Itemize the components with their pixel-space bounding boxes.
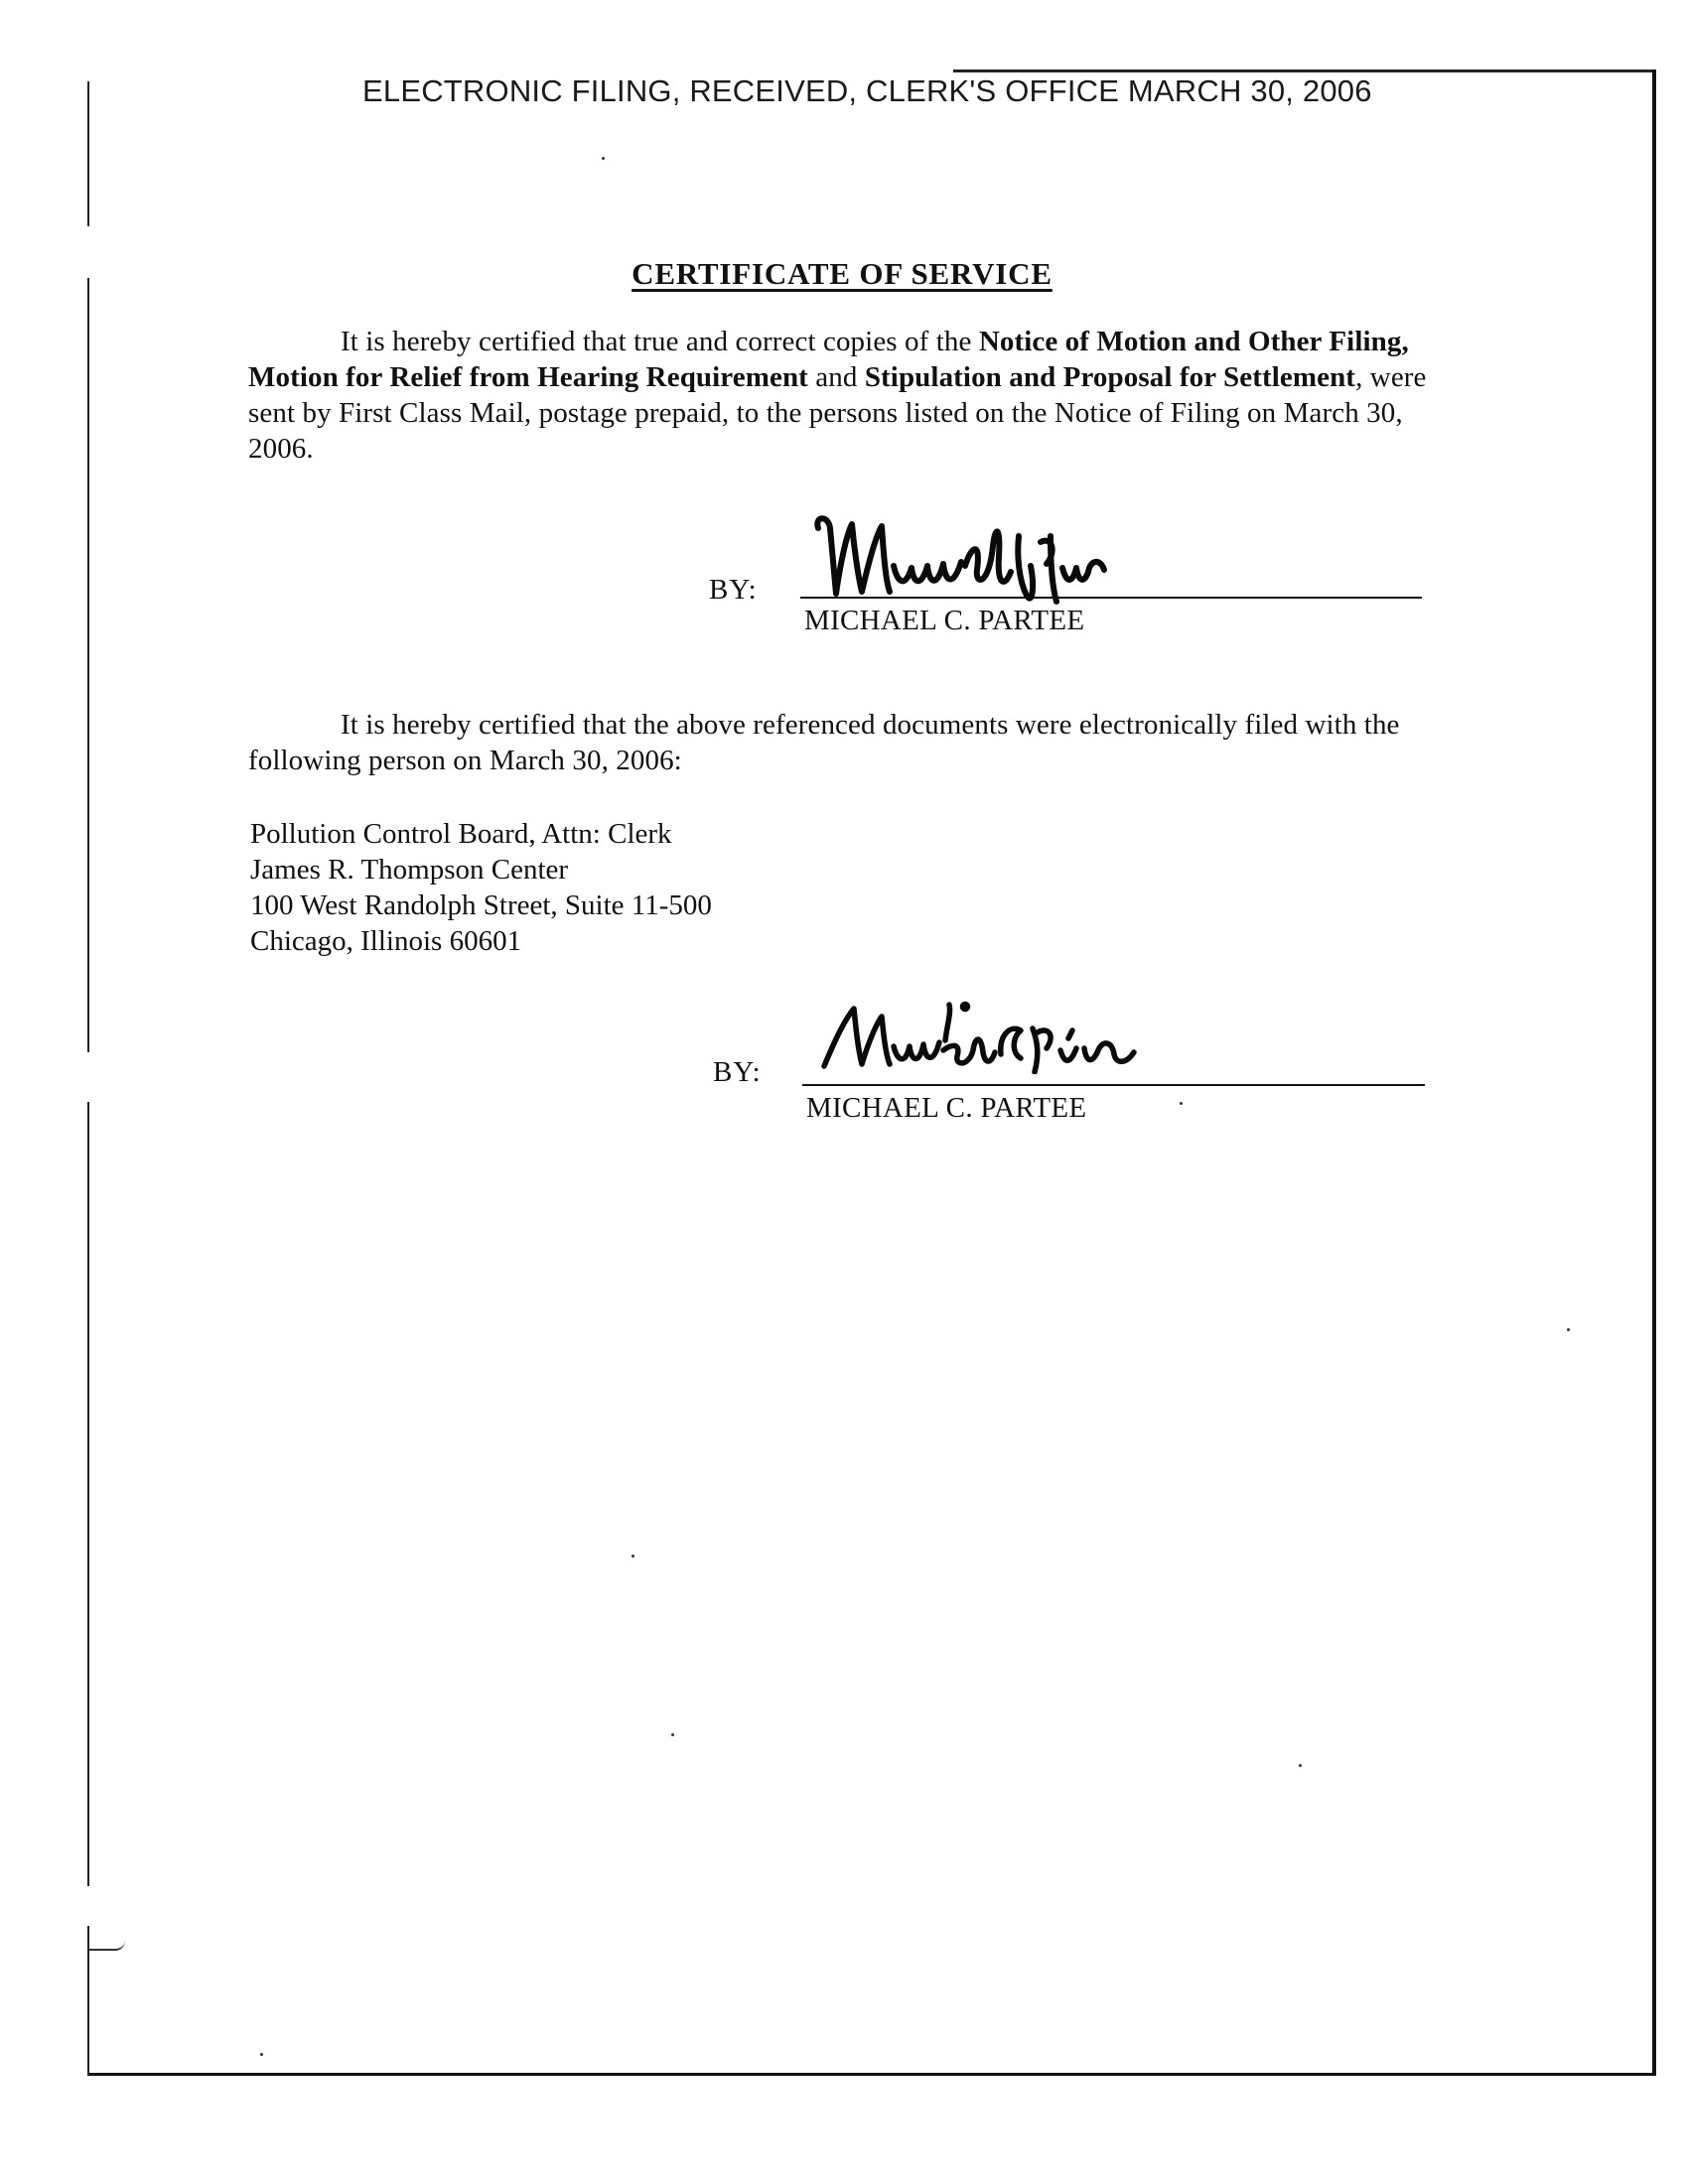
document-title xyxy=(0,256,1684,292)
by-label: BY: xyxy=(713,1056,762,1088)
scan-speck xyxy=(260,2053,263,2056)
filing-stamp-header: ELECTRONIC FILING, RECEIVED, CLERK'S OFFICE MARCH 30, 2006 xyxy=(362,73,1372,108)
service-paragraph xyxy=(248,324,1450,467)
handwritten-signature xyxy=(806,506,1114,606)
signer-name: MICHAEL C. PARTEE xyxy=(806,1092,1087,1124)
scan-border-left xyxy=(87,278,89,1052)
service-paragraph-rest: , were sent by First Class Mail, postage prepaid, to the persons listed on the Notice of Filing on March 30, 2006. xyxy=(248,361,1427,465)
service-paragraph-intro: It is hereby certified that true and correct copies of the xyxy=(341,326,979,357)
scan-border-left xyxy=(87,81,89,226)
address-line: Chicago, Illinois 60601 xyxy=(250,925,522,957)
address-line: 100 West Randolph Street, Suite 11-500 xyxy=(250,889,712,921)
scan-border-right xyxy=(1652,69,1656,2073)
service-paragraph-and: and xyxy=(807,361,865,393)
scan-speck xyxy=(1299,1764,1302,1767)
scan-speck xyxy=(1567,1328,1570,1331)
scan-speck xyxy=(602,157,605,160)
recipient-address xyxy=(250,816,712,959)
by-label: BY: xyxy=(709,574,758,606)
scan-speck xyxy=(1180,1102,1183,1105)
scan-speck xyxy=(671,1733,674,1736)
served-document-2: Stipulation and Proposal for Settlement xyxy=(864,361,1356,393)
electronic-filing-paragraph: It is hereby certified that the above referenced documents were electronically filed with the following person on March 30, 2006: xyxy=(248,709,1400,776)
signature-line xyxy=(802,1084,1425,1086)
document-title-text: CERTIFICATE OF SERVICE xyxy=(632,256,1052,291)
signer-name: MICHAEL C. PARTEE xyxy=(804,605,1085,636)
scan-border-top xyxy=(953,69,1656,72)
address-line: James R. Thompson Center xyxy=(250,854,569,886)
scan-border-bottom xyxy=(87,2073,1656,2076)
handwritten-signature xyxy=(816,995,1154,1074)
served-document-1: Notice of Motion and Other Filing, Motion for Relief from Hearing Requirement xyxy=(248,326,1409,393)
scan-mark xyxy=(89,1941,125,1951)
scan-border-left xyxy=(87,1102,89,1886)
address-line: Pollution Control Board, Attn: Clerk xyxy=(250,818,672,850)
scan-speck xyxy=(632,1555,634,1558)
signature-line xyxy=(800,597,1422,599)
